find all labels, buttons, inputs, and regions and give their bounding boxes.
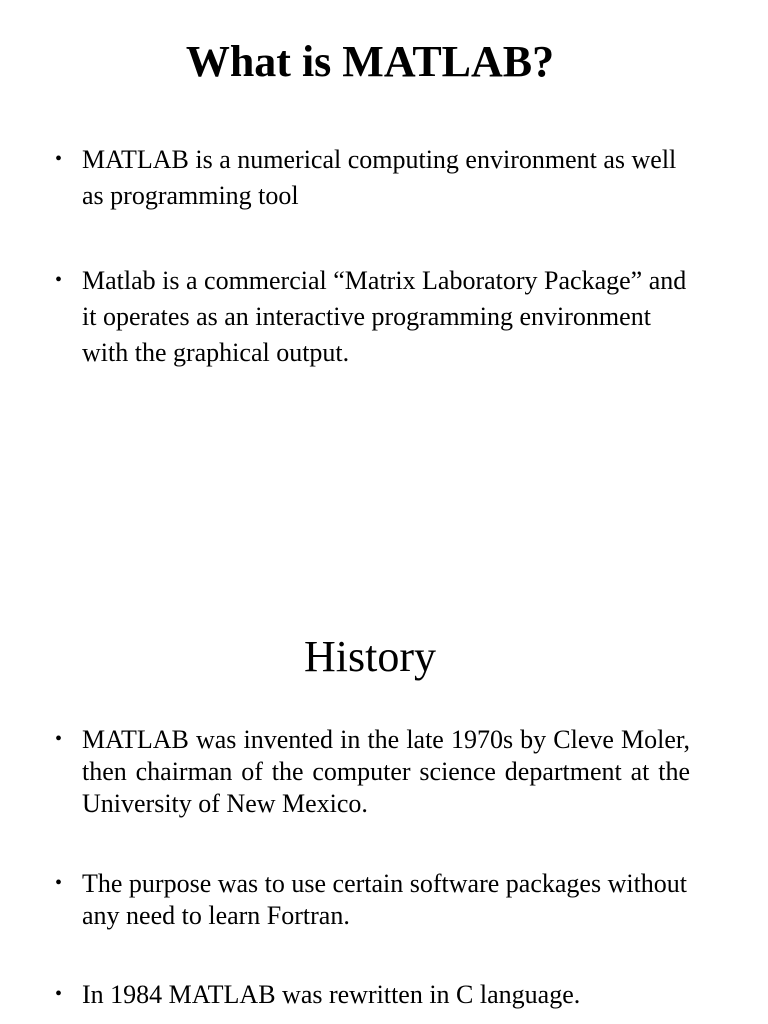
bullet-marker: • bbox=[55, 872, 63, 894]
section-title-what-is-matlab: What is MATLAB? bbox=[185, 37, 555, 86]
bullet-marker: • bbox=[55, 728, 63, 750]
bullet-marker: • bbox=[55, 983, 63, 1005]
bullet-text: In 1984 MATLAB was rewritten in C language. bbox=[82, 980, 581, 1009]
bullet-text: MATLAB was invented in the late 1970s by Cleve Moler, then chairman of the computer science department at the University of New Mexico. bbox=[82, 725, 690, 818]
bullet-marker: • bbox=[55, 269, 63, 291]
bullet-text: The purpose was to use certain software packages without any need to learn Fortran. bbox=[82, 869, 688, 930]
section-title-history: History bbox=[304, 632, 436, 681]
bullet-text: Matlab is a commercial “Matrix Laboratory Package” and it operates as an interactive programming environment with the graphical output. bbox=[82, 266, 687, 367]
bullet-text: MATLAB is a numerical computing environment as well as programming tool bbox=[82, 145, 677, 210]
bullet-marker: • bbox=[55, 148, 63, 170]
